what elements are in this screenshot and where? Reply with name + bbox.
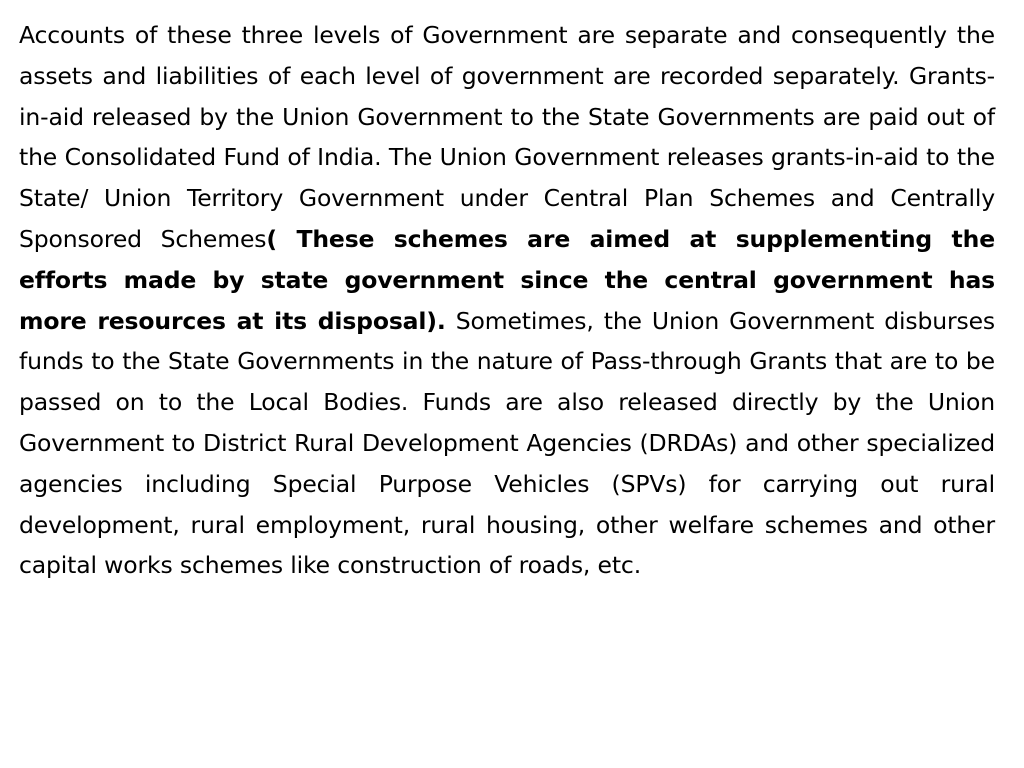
- paragraph-text-bold-note: ( These schemes are aimed at supplementing the efforts made by state government since the central government has more resources at its disposal).: [19, 224, 996, 335]
- paragraph-text-continuation: Sometimes, the Union Government disburses funds to the State Governments in the nature of Pass-through Grants that are to be passed on to the Local Bodies. Funds are also released directly by the Union Government to District Rural Development Agencies (DRDAs) and other specialized agencies including Special Purpose Vehicles (SPVs) for carrying out rural development, rural employment, rural housing, other welfare schemes and other capital works schemes like construction of roads, etc.: [19, 306, 996, 580]
- paragraph-text-intro: Accounts of these three levels of Government are separate and consequently the assets and liabilities of each level of government are recorded separately. Grants-in-aid released by the Union Government to the State Governments are paid out of the Consolidated Fund of India. The Union Government releases grants-in-aid to the State/ Union Territory Government under Central Plan Schemes and Centrally Sponsored Schemes: [19, 21, 995, 253]
- body-paragraph: [19, 15, 995, 586]
